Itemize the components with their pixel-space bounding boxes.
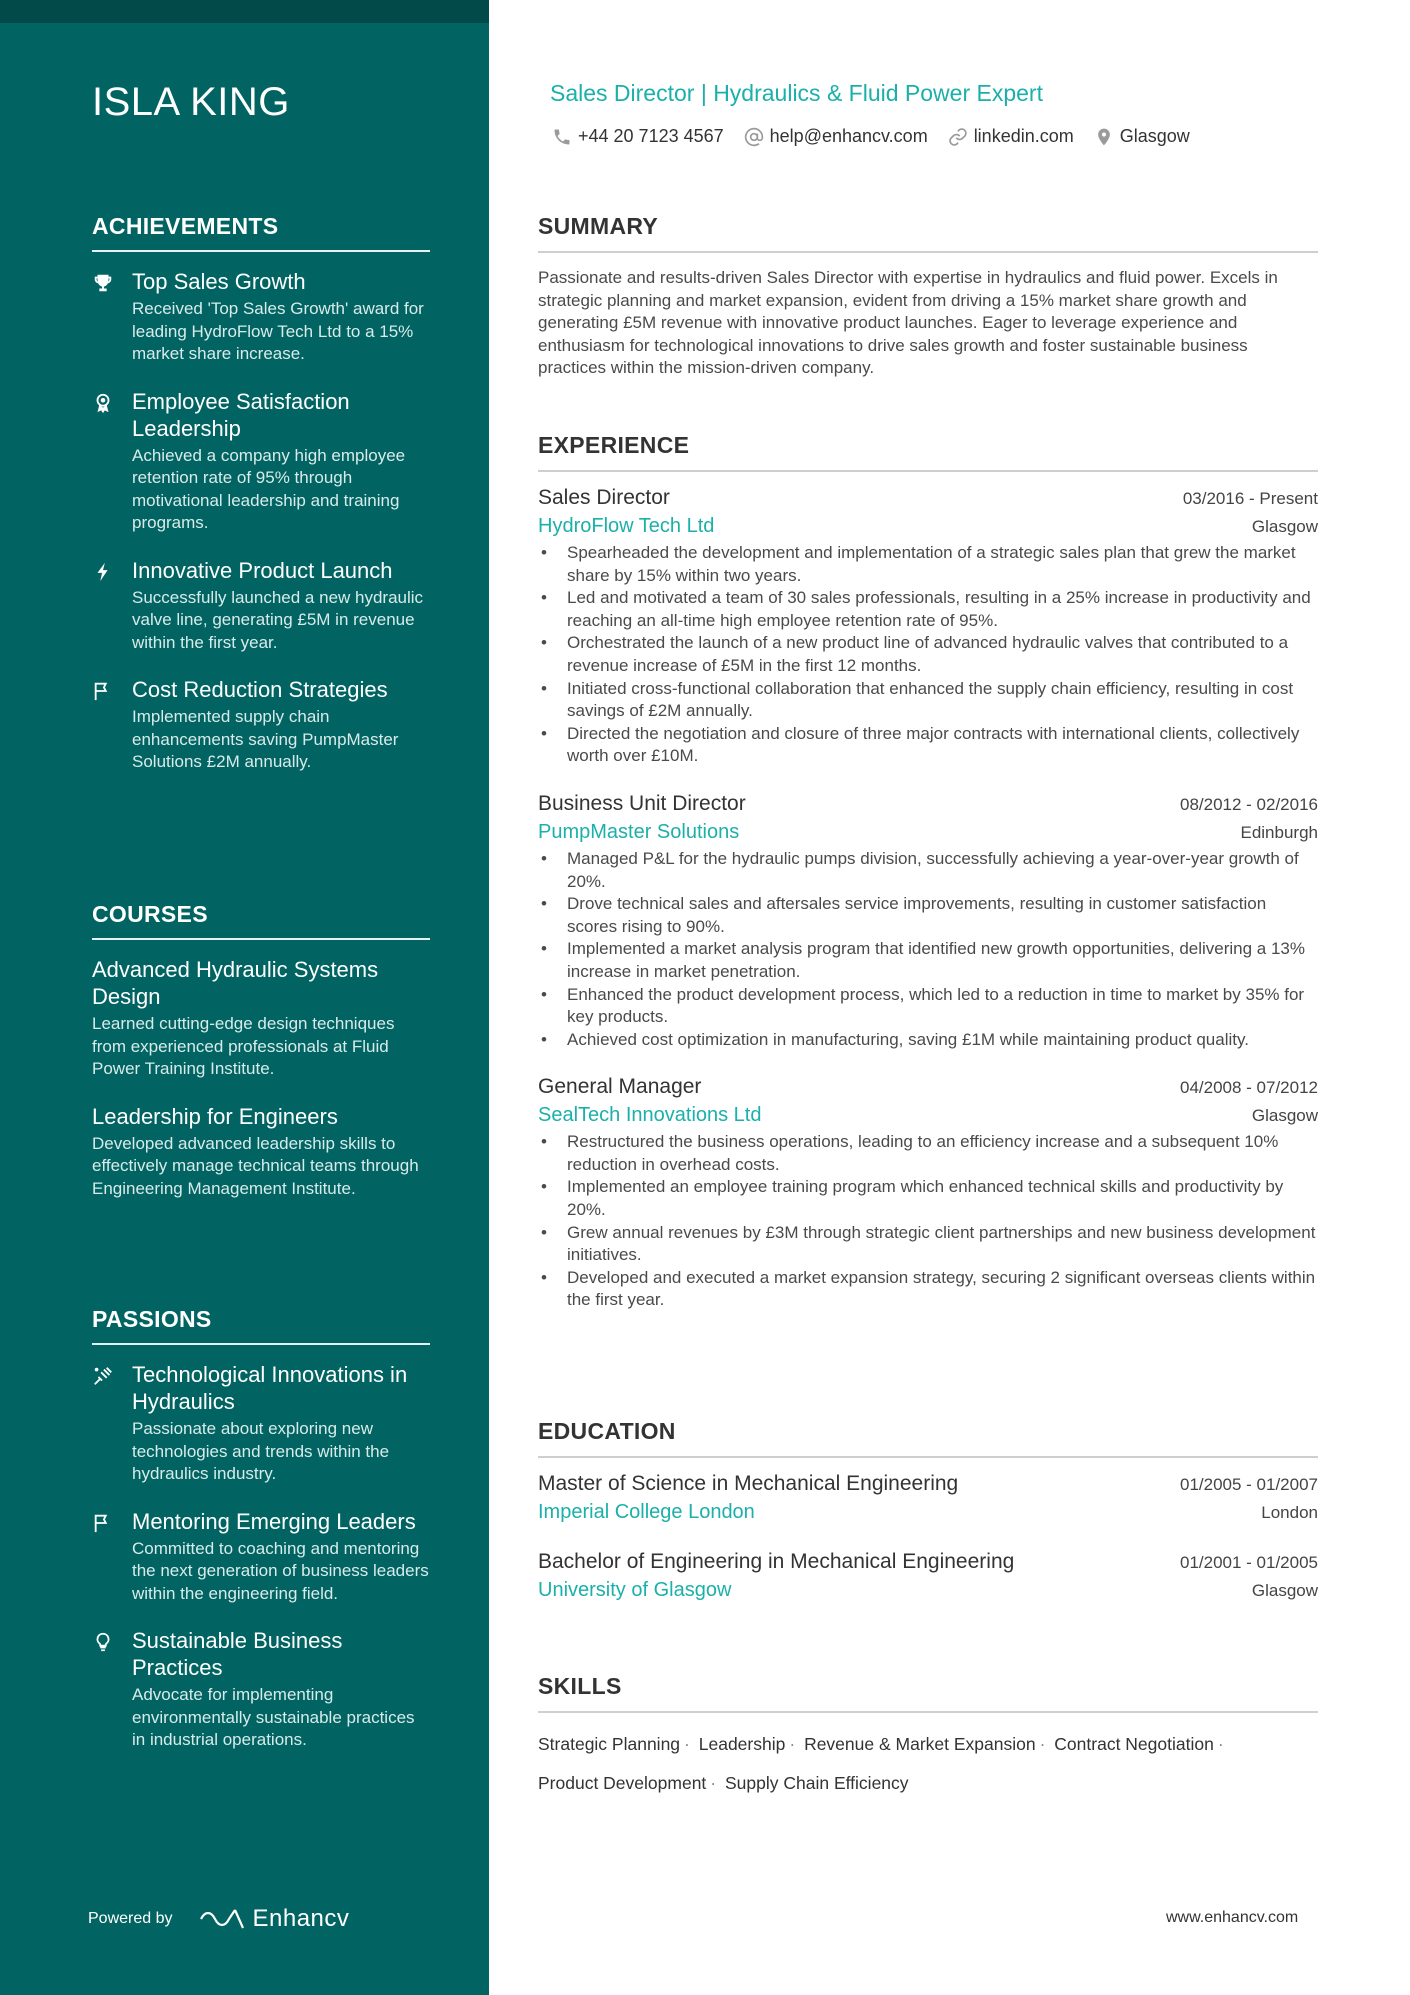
degree-title: Master of Science in Mechanical Engineering [538, 1472, 959, 1495]
experience-entry [538, 1075, 1318, 1312]
skill-tag: Supply Chain Efficiency [725, 1773, 909, 1793]
experience-section [538, 432, 1318, 1312]
job-bullet: • Restructured the business operations, leading to an efficiency increase and a subsequent 10% reduction in overhead costs. [538, 1131, 1318, 1176]
enhancv-brand-text: Enhancv [252, 1905, 350, 1932]
achievements-heading: ACHIEVEMENTS [92, 213, 430, 252]
job-bullet: • Orchestrated the launch of a new product line of advanced hydraulic valves that contributed to a revenue increase of £5M in the first 12 months. [538, 632, 1318, 677]
headline: Sales Director | Hydraulics & Fluid Power Expert [550, 80, 1043, 106]
experience-entry [538, 792, 1318, 1051]
summary-section [538, 213, 1318, 380]
enhancv-logo[interactable] [199, 1905, 350, 1933]
trophy-icon [92, 272, 114, 294]
lightbulb-icon [92, 1631, 114, 1653]
job-bullet: • Directed the negotiation and closure of three major contracts with international clients, collectively worth over £10M. [538, 723, 1318, 768]
job-dates: 04/2008 - 07/2012 [1179, 1078, 1318, 1098]
job-bullet: • Spearheaded the development and implementation of a strategic sales plan that grew the market share by 15% within two years. [538, 542, 1318, 587]
job-bullets [538, 542, 1318, 768]
job-bullet: • Drove technical sales and aftersales service improvements, resulting in customer satisfaction scores rising to 90%. [538, 893, 1318, 938]
skill-tag: Strategic Planning [538, 1734, 681, 1754]
passion-description: Advocate for implementing environmentally sustainable practices in industrial operations. [132, 1685, 415, 1749]
location-pin-icon [1094, 127, 1114, 147]
job-location: Edinburgh [1240, 822, 1318, 842]
achievement-item [92, 676, 430, 774]
achievement-title: Cost Reduction Strategies [132, 677, 388, 702]
candidate-name: ISLA KING [92, 80, 290, 124]
achievement-item [92, 388, 430, 535]
degree-title: Bachelor of Engineering in Mechanical Engineering [538, 1550, 1015, 1573]
link-icon [948, 127, 968, 147]
skills-heading: SKILLS [538, 1673, 1318, 1713]
job-dates: 03/2016 - Present [1182, 489, 1318, 508]
contact-phone-text: +44 20 7123 4567 [578, 126, 724, 146]
footer-url[interactable]: www.enhancv.com [1166, 1909, 1299, 1926]
achievement-title: Employee Satisfaction Leadership [132, 388, 350, 441]
experience-entry [538, 486, 1318, 768]
contact-location-text: Glasgow [1119, 126, 1190, 146]
courses-heading: COURSES [92, 901, 430, 940]
job-bullet: • Implemented an employee training program which enhanced technical skills and productivity by 20%. [538, 1176, 1318, 1221]
sidebar [0, 0, 489, 1995]
at-icon [744, 127, 764, 147]
company-name: HydroFlow Tech Ltd [538, 515, 715, 537]
education-dates: 01/2001 - 01/2005 [1179, 1553, 1318, 1572]
job-title: Sales Director [538, 486, 670, 509]
skill-tag: Leadership [698, 1734, 786, 1754]
job-bullet: • Enhanced the product development process, which led to a reduction in time to market by 35% for key products. [538, 984, 1318, 1029]
course-title: Leadership for Engineers [92, 1103, 338, 1129]
school-location: London [1261, 1503, 1318, 1522]
passion-title: Technological Innovations in Hydraulics [132, 1362, 408, 1414]
job-dates: 08/2012 - 02/2016 [1179, 794, 1318, 814]
phone-icon [552, 127, 572, 147]
contact-linkedin-text: linkedin.com [973, 126, 1074, 146]
job-bullet: • Implemented a market analysis program that identified new growth opportunities, delivering a 13% increase in market penetration. [538, 938, 1318, 983]
powered-by [88, 1905, 349, 1933]
achievement-description: Achieved a company high employee retention rate of 95% through motivational leadership and training programs. [132, 445, 406, 532]
lightning-icon [92, 561, 114, 583]
skill-tag: Contract Negotiation [1054, 1734, 1214, 1754]
job-bullet: • Grew annual revenues by £3M through strategic client partnerships and new business development initiatives. [538, 1222, 1318, 1267]
achievement-title: Innovative Product Launch [132, 557, 393, 583]
achievement-item [92, 557, 430, 655]
education-entry [538, 1472, 1318, 1524]
job-bullet: • Achieved cost optimization in manufacturing, saving £1M while maintaining product quality. [538, 1029, 1318, 1052]
experience-heading: EXPERIENCE [538, 432, 1318, 472]
passions-heading: PASSIONS [92, 1306, 430, 1345]
summary-text: Passionate and results-driven Sales Director with expertise in hydraulics and fluid power. Excels in strategic planning and market expansion, evident from driving a 15% market share growth and generating £5M revenue with innovative product launches. Eager to leverage experience and enthusiasm for technological innovations to drive sales growth and foster sustainable business practices within the mission-driven company. [538, 268, 1278, 378]
school-name: Imperial College London [538, 1501, 755, 1523]
contact-phone[interactable] [552, 126, 724, 147]
enhancv-logo-icon [199, 1907, 245, 1931]
contact-email[interactable] [744, 126, 928, 147]
job-bullet: • Led and motivated a team of 30 sales professionals, resulting in a 25% increase in productivity and reaching an all-time high employee retention rate of 95%. [538, 587, 1318, 632]
passions-section [92, 1306, 430, 1752]
achievement-description: Received 'Top Sales Growth' award for leading HydroFlow Tech Ltd to a 15% market share increase. [132, 299, 424, 363]
achievement-title: Top Sales Growth [132, 269, 306, 294]
flag-icon [92, 1512, 114, 1534]
company-name: PumpMaster Solutions [538, 820, 740, 843]
job-title: General Manager [538, 1075, 702, 1099]
job-bullet: • Managed P&L for the hydraulic pumps division, successfully achieving a year-over-year growth of 20%. [538, 848, 1318, 893]
school-name: University of Glasgow [538, 1579, 732, 1601]
achievement-description: Implemented supply chain enhancements saving PumpMaster Solutions £2M annually. [132, 707, 399, 771]
passion-description: Committed to coaching and mentoring the next generation of business leaders within the engineering field. [132, 1538, 429, 1603]
passion-description: Passionate about exploring new technologies and trends within the hydraulics industry. [132, 1419, 390, 1483]
powered-by-label: Powered by [88, 1910, 173, 1927]
education-section [538, 1418, 1318, 1602]
skill-tag: Revenue & Market Expansion [804, 1734, 1036, 1754]
achievement-item [92, 268, 430, 366]
job-bullet: • Initiated cross-functional collaboration that enhanced the supply chain efficiency, resulting in cost savings of £2M annually. [538, 678, 1318, 723]
sidebar-top-band [0, 0, 489, 23]
courses-section [92, 901, 430, 1200]
skills-list: Strategic Planning · Leadership · Revenue & Market Expansion · Contract Negotiation · Product Development · Supply Chain Efficiency [538, 1734, 1224, 1793]
flag-icon [92, 680, 114, 702]
contact-bar [552, 126, 1210, 147]
contact-linkedin[interactable] [948, 126, 1074, 147]
job-bullets [538, 848, 1318, 1051]
job-location: Glasgow [1251, 1106, 1318, 1126]
award-ribbon-icon [92, 392, 114, 414]
job-bullet: • Developed and executed a market expansion strategy, securing 2 significant overseas clients within the first year. [538, 1267, 1318, 1312]
course-item [92, 956, 430, 1081]
passion-item [92, 1627, 430, 1752]
school-location: Glasgow [1251, 1581, 1318, 1600]
education-heading: EDUCATION [538, 1418, 1318, 1458]
course-description: Learned cutting-edge design techniques from experienced professionals at Fluid Power Training Institute. [92, 1014, 395, 1078]
passion-item [92, 1361, 430, 1486]
course-title: Advanced Hydraulic Systems Design [92, 957, 379, 1009]
summary-heading: SUMMARY [538, 213, 1318, 253]
job-bullets [538, 1131, 1318, 1312]
passion-title: Sustainable Business Practices [132, 1628, 343, 1680]
contact-location [1094, 126, 1190, 147]
contact-email-text: help@enhancv.com [769, 126, 928, 146]
satellite-icon [92, 1365, 114, 1387]
education-entry [538, 1550, 1318, 1602]
job-location: Glasgow [1251, 517, 1318, 536]
passion-item [92, 1508, 430, 1606]
job-title: Business Unit Director [538, 791, 746, 815]
passion-title: Mentoring Emerging Leaders [132, 1508, 416, 1534]
course-description: Developed advanced leadership skills to effectively manage technical teams through Engineering Management Institute. [92, 1133, 419, 1198]
education-dates: 01/2005 - 01/2007 [1179, 1475, 1318, 1494]
company-name: SealTech Innovations Ltd [538, 1104, 762, 1127]
achievement-description: Successfully launched a new hydraulic valve line, generating £5M in revenue within the first year. [132, 587, 424, 652]
skills-section [538, 1673, 1318, 1803]
course-item [92, 1103, 430, 1201]
achievements-section [92, 213, 430, 774]
skill-tag: Product Development [538, 1773, 707, 1793]
